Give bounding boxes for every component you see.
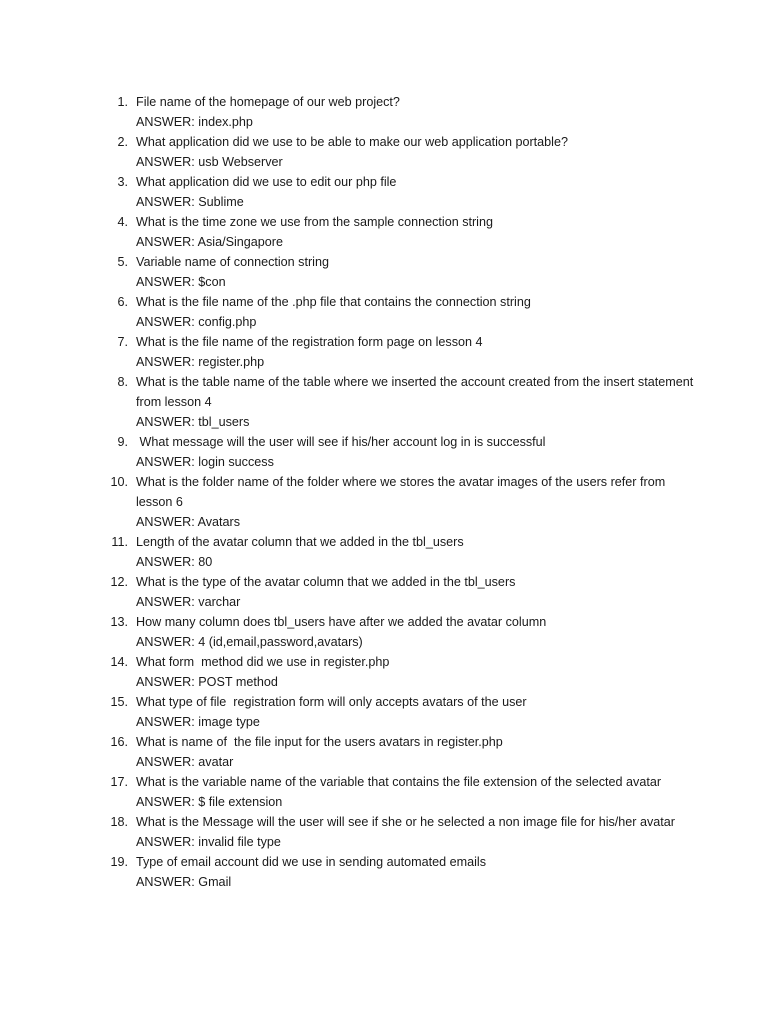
question-answer-list	[104, 92, 697, 892]
qa-item	[104, 252, 694, 292]
item-number-text: 7.	[117, 335, 128, 349]
qa-item	[104, 132, 694, 172]
qa-item	[104, 572, 694, 612]
item-number-text: 10.	[110, 475, 128, 489]
item-number	[104, 92, 136, 132]
item-body	[136, 432, 694, 472]
answer-text: ANSWER: image type	[136, 715, 260, 729]
question-text: What is the variable name of the variable that contains the file extension of the selected avatar	[136, 775, 662, 789]
item-number	[104, 692, 136, 732]
answer-text: ANSWER: login success	[136, 455, 274, 469]
item-body	[136, 852, 694, 892]
question-text: What application did we use to edit our php file	[136, 175, 397, 189]
qa-item	[104, 372, 697, 432]
qa-item	[104, 532, 694, 572]
item-number	[104, 292, 136, 332]
item-number-text: 1.	[117, 95, 128, 109]
item-body	[136, 772, 694, 812]
item-body	[136, 472, 694, 532]
item-number	[104, 332, 136, 372]
answer-text: ANSWER: tbl_users	[136, 415, 250, 429]
item-number	[104, 652, 136, 692]
answer-text: ANSWER: $ file extension	[136, 795, 283, 809]
answer-text: ANSWER: usb Webserver	[136, 155, 283, 169]
item-body	[136, 532, 694, 572]
item-number	[104, 432, 136, 472]
item-number	[104, 532, 136, 572]
question-text: Variable name of connection string	[136, 255, 329, 269]
answer-text: ANSWER: config.php	[136, 315, 257, 329]
answer-text: ANSWER: $con	[136, 275, 226, 289]
item-number-text: 18.	[110, 815, 128, 829]
qa-item	[104, 432, 694, 472]
item-number-text: 19.	[110, 855, 128, 869]
item-number-text: 13.	[110, 615, 128, 629]
qa-item	[104, 732, 694, 772]
qa-item	[104, 852, 694, 892]
answer-text: ANSWER: avatar	[136, 755, 234, 769]
answer-text: ANSWER: Gmail	[136, 875, 232, 889]
qa-item	[104, 812, 694, 852]
item-number-text: 5.	[117, 255, 128, 269]
item-number	[104, 852, 136, 892]
item-body	[136, 372, 697, 432]
item-number-text: 9.	[117, 435, 128, 449]
item-body	[136, 332, 694, 372]
item-number-text: 11.	[111, 535, 128, 549]
question-text: How many column does tbl_users have after we added the avatar column	[136, 615, 547, 629]
item-body	[136, 812, 694, 852]
item-body	[136, 692, 694, 732]
item-number	[104, 172, 136, 212]
answer-text: ANSWER: register.php	[136, 355, 265, 369]
item-number-text: 12.	[110, 575, 128, 589]
question-text: What is the table name of the table where we inserted the account created from the insert statement from lesson 4	[136, 375, 697, 409]
qa-item	[104, 652, 694, 692]
question-text: What message will the user will see if his/her account log in is successful	[136, 435, 546, 449]
item-number-text: 16.	[110, 735, 128, 749]
answer-text: ANSWER: 4 (id,email,password,avatars)	[136, 635, 363, 649]
qa-item	[104, 472, 694, 532]
question-text: What is name of the file input for the users avatars in register.php	[136, 735, 503, 749]
question-text: What is the time zone we use from the sample connection string	[136, 215, 493, 229]
question-text: Type of email account did we use in sending automated emails	[136, 855, 487, 869]
question-text: What is the folder name of the folder where we stores the avatar images of the users refer from lesson 6	[136, 475, 669, 509]
answer-text: ANSWER: Asia/Singapore	[136, 235, 283, 249]
item-number-text: 6.	[117, 295, 128, 309]
item-number	[104, 132, 136, 172]
qa-item	[104, 212, 694, 252]
qa-item	[104, 692, 694, 732]
qa-item	[104, 772, 694, 812]
qa-item	[104, 612, 694, 652]
item-number	[104, 772, 136, 812]
qa-item	[104, 92, 694, 132]
answer-text: ANSWER: Avatars	[136, 515, 241, 529]
item-body	[136, 92, 694, 132]
item-number-text: 2.	[117, 135, 128, 149]
question-text: Length of the avatar column that we added in the tbl_users	[136, 535, 464, 549]
qa-item	[104, 172, 694, 212]
question-text: What application did we use to be able to make our web application portable?	[136, 135, 568, 149]
question-text: What is the file name of the registration form page on lesson 4	[136, 335, 483, 349]
item-body	[136, 292, 694, 332]
item-number	[104, 812, 136, 852]
qa-item	[104, 332, 694, 372]
item-number-text: 3.	[117, 175, 128, 189]
question-text: What is the type of the avatar column that we added in the tbl_users	[136, 575, 516, 589]
item-body	[136, 612, 694, 652]
item-body	[136, 572, 694, 612]
question-text: What is the Message will the user will see if she or he selected a non image file for his/her avatar	[136, 815, 675, 829]
question-text: What is the file name of the .php file that contains the connection string	[136, 295, 531, 309]
item-number	[104, 372, 136, 432]
item-number	[104, 572, 136, 612]
question-text: What type of file registration form will only accepts avatars of the user	[136, 695, 527, 709]
item-number-text: 8.	[117, 375, 128, 389]
item-number	[104, 472, 136, 532]
answer-text: ANSWER: invalid file type	[136, 835, 281, 849]
answer-text: ANSWER: Sublime	[136, 195, 244, 209]
answer-text: ANSWER: 80	[136, 555, 213, 569]
item-body	[136, 132, 694, 172]
question-text: File name of the homepage of our web project?	[136, 95, 400, 109]
item-body	[136, 212, 694, 252]
item-body	[136, 732, 694, 772]
item-body	[136, 652, 694, 692]
item-body	[136, 172, 694, 212]
item-number-text: 14.	[110, 655, 128, 669]
item-number-text: 4.	[117, 215, 128, 229]
answer-text: ANSWER: POST method	[136, 675, 278, 689]
item-number-text: 15.	[110, 695, 128, 709]
qa-item	[104, 292, 694, 332]
item-number	[104, 252, 136, 292]
item-number	[104, 212, 136, 252]
item-number-text: 17.	[110, 775, 128, 789]
item-body	[136, 252, 694, 292]
item-number	[104, 732, 136, 772]
item-number	[104, 612, 136, 652]
answer-text: ANSWER: index.php	[136, 115, 253, 129]
question-text: What form method did we use in register.php	[136, 655, 390, 669]
answer-text: ANSWER: varchar	[136, 595, 241, 609]
